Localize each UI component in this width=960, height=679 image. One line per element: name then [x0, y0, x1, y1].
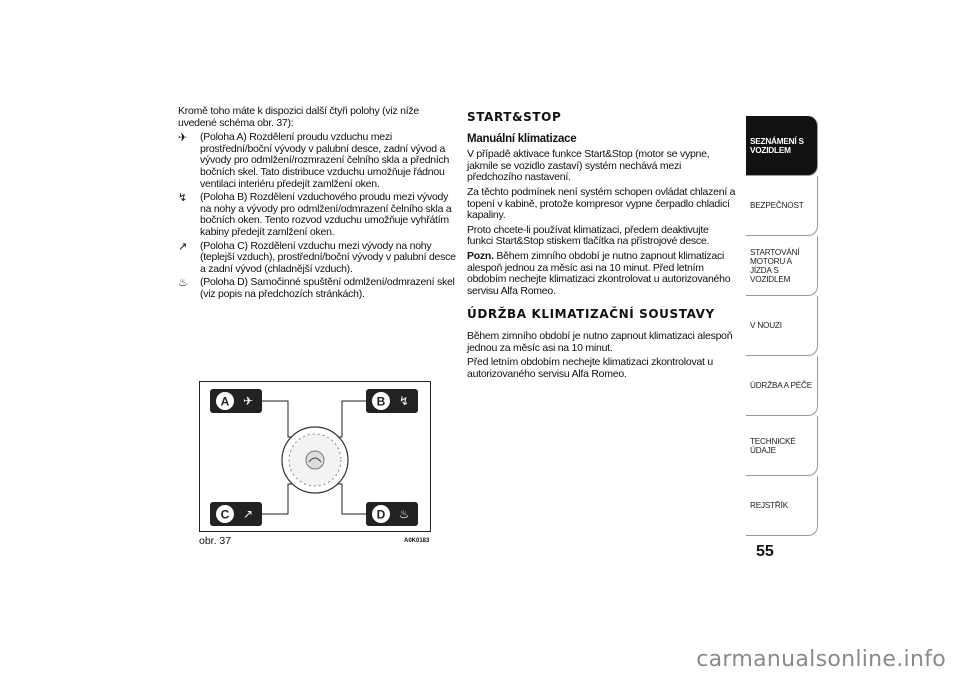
knob-diagram — [200, 382, 430, 531]
position-a-text: (Poloha A) Rozdělení proudu vzduchu mezi prostřední/boční vývody v palubní desce, zadní vývod a vývody pro odmlžení/rozmrazení čelního skla a předních bočních skel. Tato distribuce vzduchu umožňuje řádnou ventilaci interiéru předejít zamlžení oken. — [200, 131, 450, 190]
intro-text: Kromě toho máte k dispozici další čtyři polohy (viz níže uvedené schéma obr. 37): — [178, 105, 420, 129]
tab-label: REJSTŘÍK — [750, 501, 788, 510]
tab-label: ÚDRŽBA A PÉČE — [750, 381, 813, 390]
paragraph-5: Před letním obdobím nechejte klimatizaci zkontrolovat u autorizovaného servisu Alfa Romeo. — [467, 356, 713, 380]
page-number: 55 — [756, 543, 774, 560]
tab-bezpecnost[interactable] — [746, 176, 818, 236]
callout-c — [210, 502, 262, 526]
callout-b — [366, 389, 418, 413]
figure-climate-knob — [199, 381, 431, 532]
paragraph-2: Za těchto podmínek není systém schopen ovládat chlazení a topení v kabině, protože kompresor vypne čerpadlo chladicí kapaliny. — [467, 185, 736, 222]
heading-maintenance: ÚDRŽBA KLIMATIZAČNÍ SOUSTAVY — [467, 307, 715, 322]
tab-v-nouzi[interactable] — [746, 296, 818, 356]
watermark: carmanualsonline.info — [696, 647, 946, 672]
callout-a — [210, 389, 262, 413]
subheading-manual-ac: Manuální klimatizace — [467, 132, 577, 145]
paragraph-4: Během zimního období je nutno zapnout klimatizaci alespoň jednou za měsíc asi na 10 minut. — [467, 329, 733, 354]
callout-d-label: D — [376, 507, 386, 522]
callout-d — [366, 502, 418, 526]
defrost-max-icon: ♨ — [178, 277, 188, 290]
note-paragraph — [467, 251, 737, 297]
chapter-tabs — [746, 116, 818, 536]
vent-feet-dash-icon: ↗ — [178, 240, 187, 253]
tab-label: V NOUZI — [750, 321, 782, 330]
tab-label: SEZNÁMENÍ S VOZIDLEM — [750, 136, 804, 155]
position-d-item — [178, 277, 460, 300]
paragraph-1: V případě aktivace funkce Start&Stop (motor se vypne, jakmile se vozidlo zastaví) systém nechává mezi předchozího nastavení. — [467, 148, 710, 184]
connector-b — [332, 401, 366, 437]
callout-a-label: A — [220, 394, 230, 409]
connector-a — [262, 401, 298, 437]
position-d-text: (Poloha D) Samočinné spuštění odmlžení/odmrazení skel (viz popis na předchozích stránkách). — [200, 276, 455, 300]
vent-feet-windshield-icon: ↯ — [398, 394, 410, 408]
position-b-text: (Poloha B) Rozdělení vzduchového proudu mezi vývody na nohy a vývody pro odmlžení/odmrazení čelního skla a bočních oken. Tento rozvod vzduchu umožňuje vyhřátím kabiny předejít zamlžení oken. — [200, 191, 452, 238]
tab-label: BEZPEČNOST — [750, 201, 804, 210]
position-a-item — [178, 132, 460, 190]
left-column — [178, 106, 460, 303]
connector-d — [332, 484, 366, 514]
vent-feet-dash-icon: ↗ — [242, 507, 254, 521]
note-label: Pozn. — [467, 249, 494, 262]
knob-center — [306, 451, 324, 469]
tab-label: TECHNICKÉ ÚDAJE — [750, 436, 796, 455]
callout-b-label: B — [376, 394, 386, 409]
vent-center-side-icon: ✈ — [178, 132, 187, 145]
vent-feet-windshield-icon: ↯ — [178, 192, 187, 205]
tab-seznameni[interactable] — [746, 116, 818, 176]
tab-technicke-udaje[interactable] — [746, 416, 818, 476]
tab-label: STARTOVÁNÍ MOTORU A JÍZDA S VOZIDLEM — [750, 247, 800, 284]
position-b-item — [178, 192, 460, 238]
figure-caption: obr. 37 — [199, 535, 232, 547]
tab-udrzba[interactable] — [746, 356, 818, 416]
paragraph-3: Proto chcete-li používat klimatizaci, předem deaktivujte funkci Start&Stop stiskem tlačítka na přístrojové desce. — [467, 223, 710, 248]
callout-c-label: C — [220, 507, 230, 522]
tab-rejstrik[interactable] — [746, 476, 818, 536]
right-column — [467, 112, 737, 383]
position-c-item — [178, 241, 460, 276]
position-c-text: (Poloha C) Rozdělení vzduchu mezi vývody na nohy (teplejší vzduch), prostřední/boční vývody v palubní desce a zadní vývod (chladnější vzduch). — [200, 239, 456, 275]
defrost-max-icon: ♨ — [398, 507, 410, 521]
vent-center-side-icon: ✈ — [242, 394, 254, 408]
heading-start-stop: START&STOP — [467, 110, 562, 124]
connector-c — [262, 484, 298, 514]
note-text: Během zimního období je nutno zapnout klimatizaci alespoň jednou za měsíc asi na 10 minut. Před letním obdobím nechejte klimatizaci zkontrolovat u autorizovaného servisu Alfa Romeo. — [467, 249, 731, 297]
tab-startovani[interactable] — [746, 236, 818, 296]
figure-code: A0K0183 — [404, 538, 430, 544]
